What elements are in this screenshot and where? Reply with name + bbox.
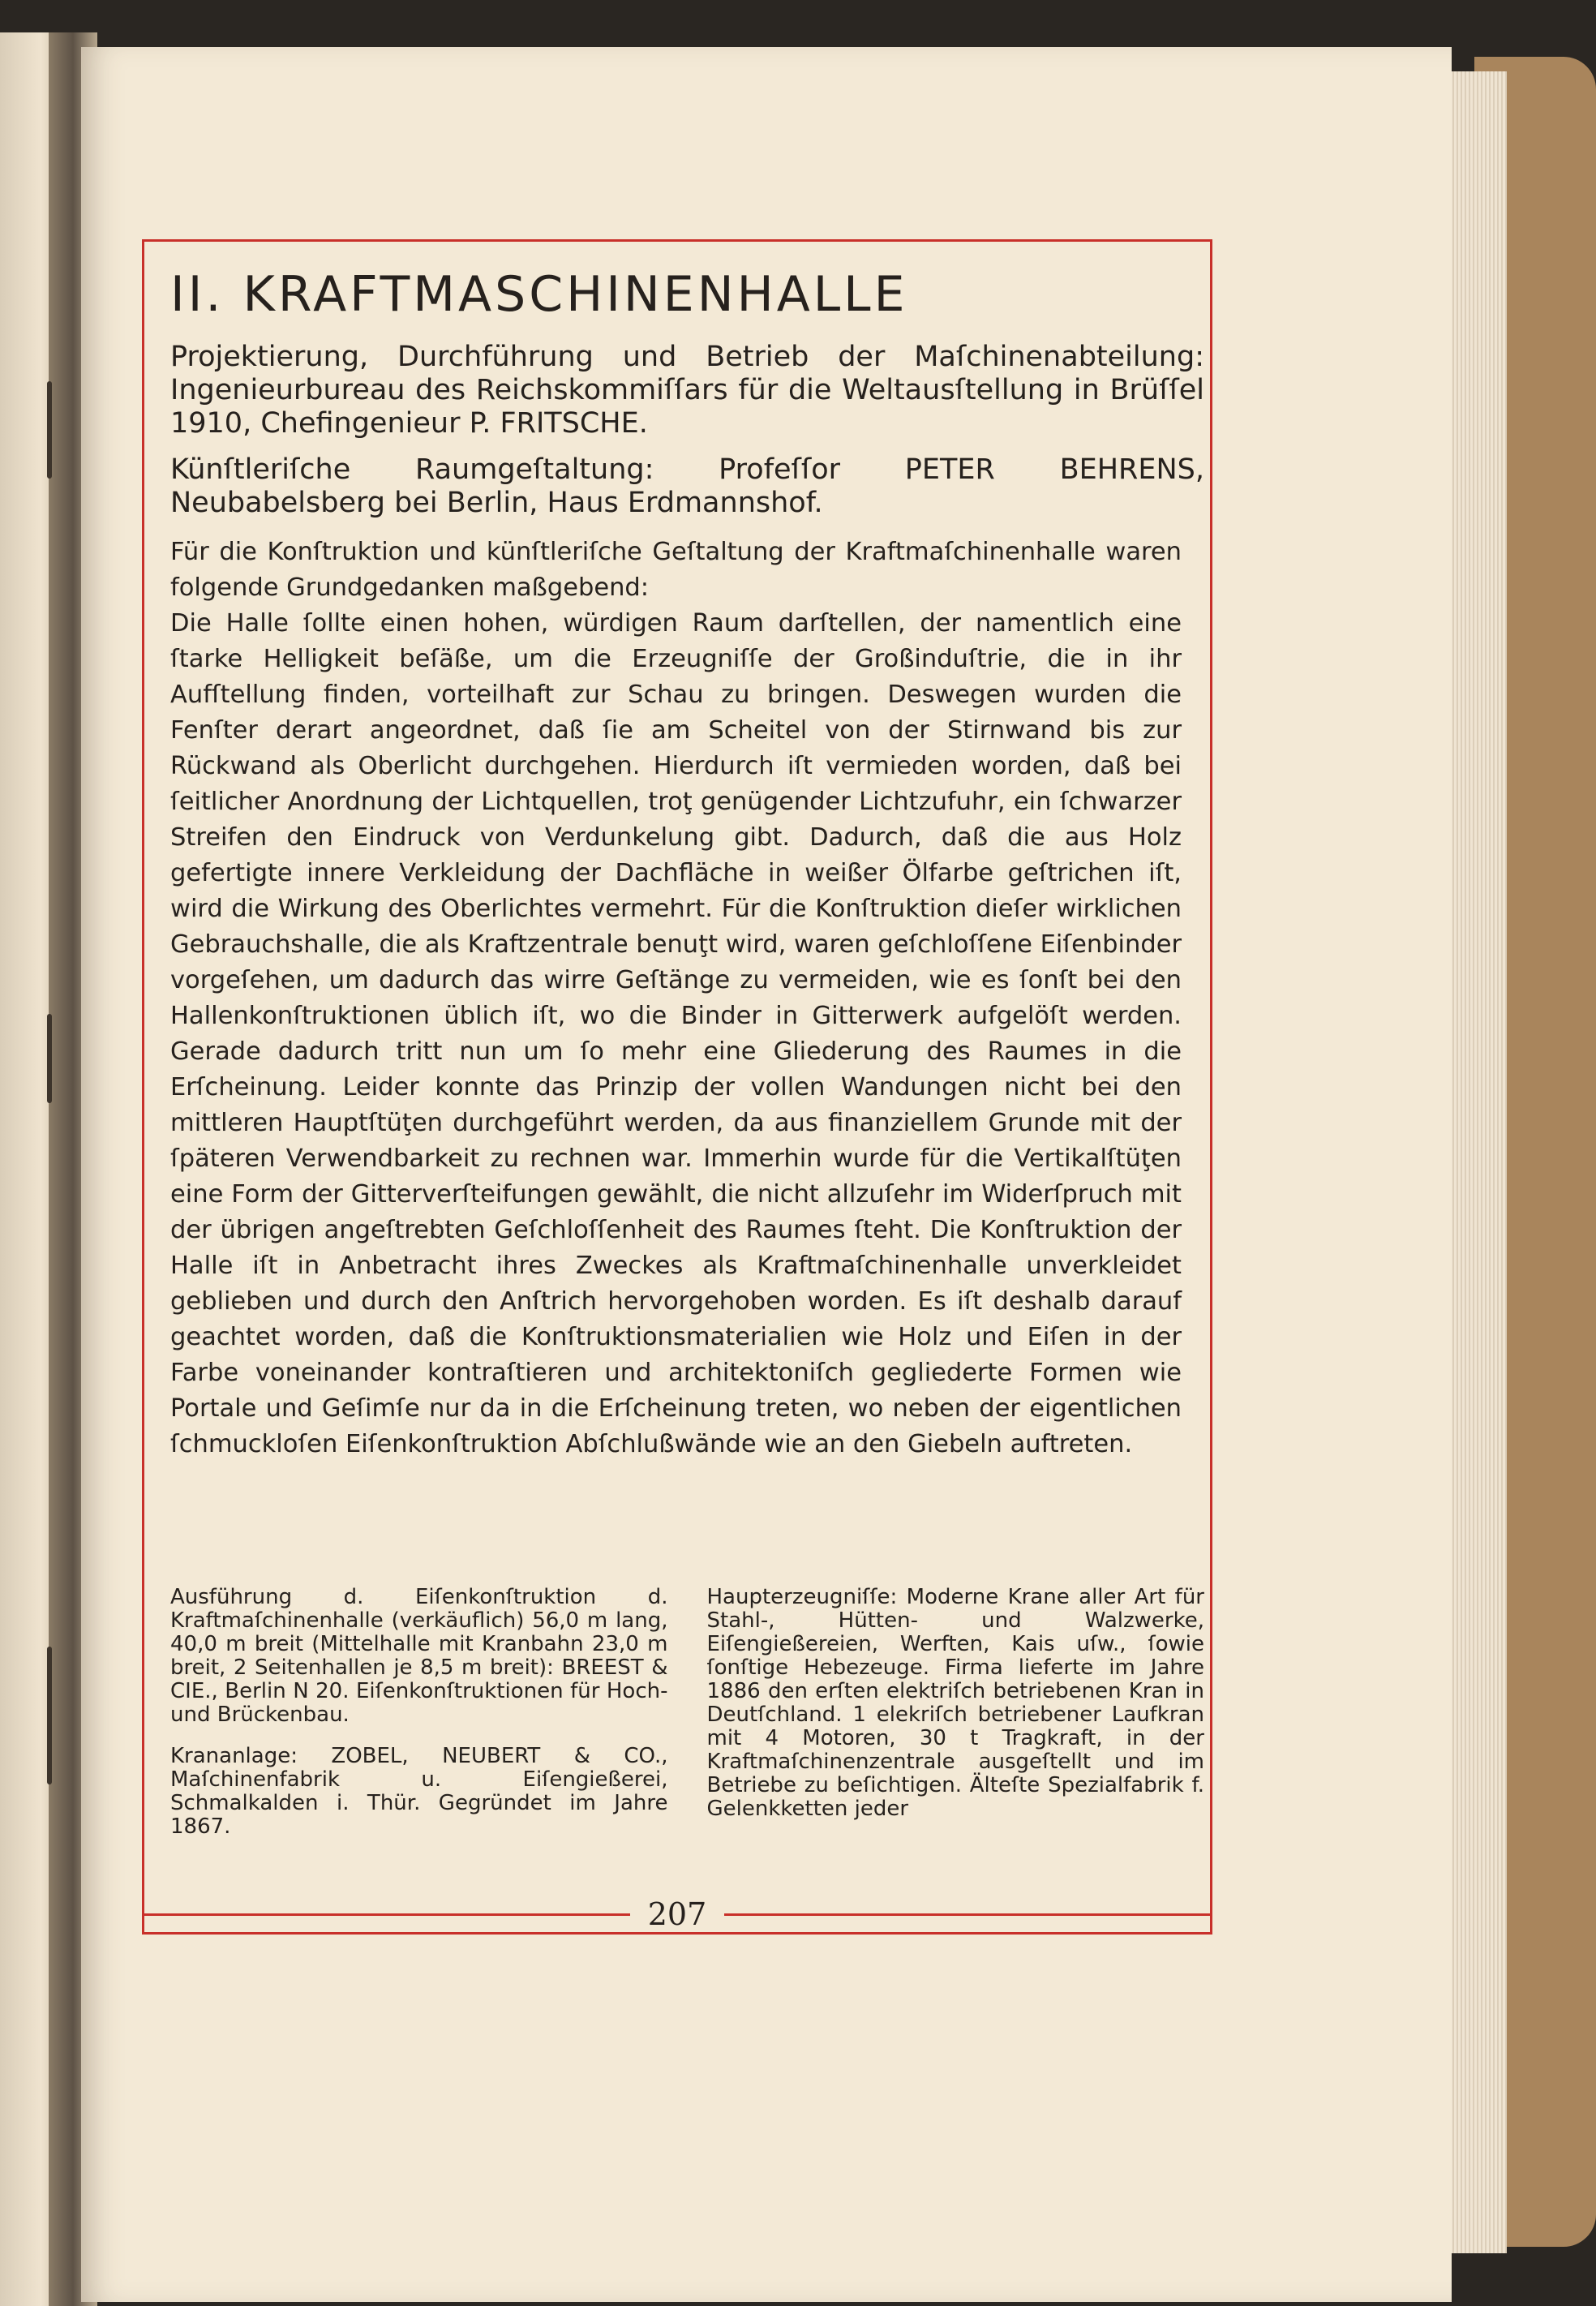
body-paragraph-intro: Für die Konſtruktion und künſtleriſche Geſtaltung der Kraftmaſchinenhalle waren folgende Grundgedanken maßgebend: — [170, 538, 1182, 602]
page-number-rule-right — [724, 1913, 1212, 1916]
page-number: 207 — [630, 1896, 725, 1932]
binding-stitch — [47, 381, 52, 479]
lead-paragraph-engineering: Projektierung, Durchführung und Betrieb der Maſchinenabteilung: Ingenieurbureau des Reichskommiſſars für die Weltausſtellung in Brüſſel 1910, Chefingenieur P. FRITSCHE. — [170, 341, 1204, 440]
binding-stitch — [47, 1647, 52, 1784]
left-column — [170, 1586, 668, 1857]
main-text-block — [170, 268, 1204, 1462]
page-number-bar — [142, 1896, 1212, 1932]
footer-columns — [170, 1586, 1204, 1857]
binding-stitch — [47, 1014, 52, 1103]
page-number-rule-left — [142, 1913, 630, 1916]
section-heading: II. KRAFTMASCHINENHALLE — [170, 266, 908, 323]
lead-paragraph-design: Künſtleriſche Raumgeſtaltung: Profeſſor PETER BEHRENS, Neubabelsberg bei Berlin, Haus Erdmannshof. — [170, 453, 1204, 519]
body-paragraph-main: Die Halle ſollte einen hohen, würdigen Raum darſtellen, der namentlich eine ſtarke Helligkeit beſäße, um die Erzeugniſſe der Großinduſtrie, die in ihr Aufſtellung finden, vorteilhaft zur Schau zu bringen. Deswegen wurden die Fenſter derart angeordnet, daß ſie am Scheitel von der Stirnwand bis zur Rückwand als Oberlicht durchgehen. Hierdurch iſt vermieden worden, daß bei ſeitlicher Anordnung der Lichtquellen, troţ genügender Lichtzufuhr, ein ſchwarzer Streifen den Eindruck von Verdunkelung gibt. Dadurch, daß die aus Holz gefertigte innere Verkleidung der Dachfläche in weißer Ölfarbe geſtrichen iſt, wird die Wirkung des Oberlichtes vermehrt. Für die Konſtruktion dieſer wirklichen Gebrauchshalle, die als Kraftzentrale benuţt wird, waren geſchloſſene Eiſenbinder vorgeſehen, um dadurch das wirre Geſtänge zu vermeiden, wie es ſonſt bei den Hallenkonſtruktionen üblich iſt, wo die Binder in Gitterwerk aufgelöſt werden. Gerade dadurch tritt nun um ſo mehr eine Gliederung des Raumes in die Erſcheinung. Leider konnte das Prinzip der vollen Wandungen nicht bei den mittleren Hauptſtüţen durchgeführt werden, da aus finanziellem Grunde mit der ſpäteren Verwendbarkeit zu rechnen war. Immerhin wurde für die Vertikalſtüţen eine Form der Gitterverſteifungen gewählt, die nicht allzuſehr im Widerſpruch mit der übrigen angeſtrebten Geſchloſſenheit des Raumes ſteht. Die Konſtruktion der Halle iſt in Anbetracht ihres Zweckes als Kraftmaſchinenhalle unverkleidet geblieben und durch den Anſtrich hervorgehoben worden. Es iſt deshalb darauf geachtet worden, daß die Konſtruktionsmaterialien wie Holz und Eiſen in der Farbe voneinander kontraſtieren und architektoniſch gegliederte Formen wie Portale und Geſimſe nur da in die Erſcheinung treten, wo neben der eigentlichen ſchmuckloſen Eiſenkonſtruktion Abſchlußwände wie an den Giebeln auftreten. — [170, 609, 1182, 1458]
right-column-paragraph: Haupterzeugniſſe: Moderne Krane aller Art für Stahl-, Hütten- und Walzwerke, Eiſengießereien, Werften, Kais uſw., ſowie ſonſtige Hebezeuge. Firma lieferte im Jahre 1886 den erſten elektriſch betriebenen Kran in Deutſchland. 1 elekriſch betriebener Laufkran mit 4 Motoren, 30 t Tragkraft, in der Kraftmaſchinenzentrale ausgeſtellt und im Betriebe zu beſichtigen. Älteſte Spezialfabrik f. Gelenkketten jeder — [706, 1585, 1204, 1821]
left-column-paragraph: Krananlage: ZOBEL, NEUBERT & CO., Maſchinenfabrik u. Eiſengießerei, Schmalkalden i. Thür. Gegründet im Jahre 1867. — [170, 1744, 668, 1839]
body-text — [170, 535, 1204, 1462]
right-column — [707, 1586, 1205, 1857]
left-column-paragraph: Ausführung d. Eiſenkonſtruktion d. Kraftmaſchinenhalle (verkäuflich) 56,0 m lang, 40,0 m breit (Mittelhalle mit Kranbahn 23,0 m breit, 2 Seitenhallen je 8,5 m breit): BREEST & CIE., Berlin N 20. Eiſenkonſtruktionen für Hoch- und Brückenbau. — [170, 1585, 668, 1727]
